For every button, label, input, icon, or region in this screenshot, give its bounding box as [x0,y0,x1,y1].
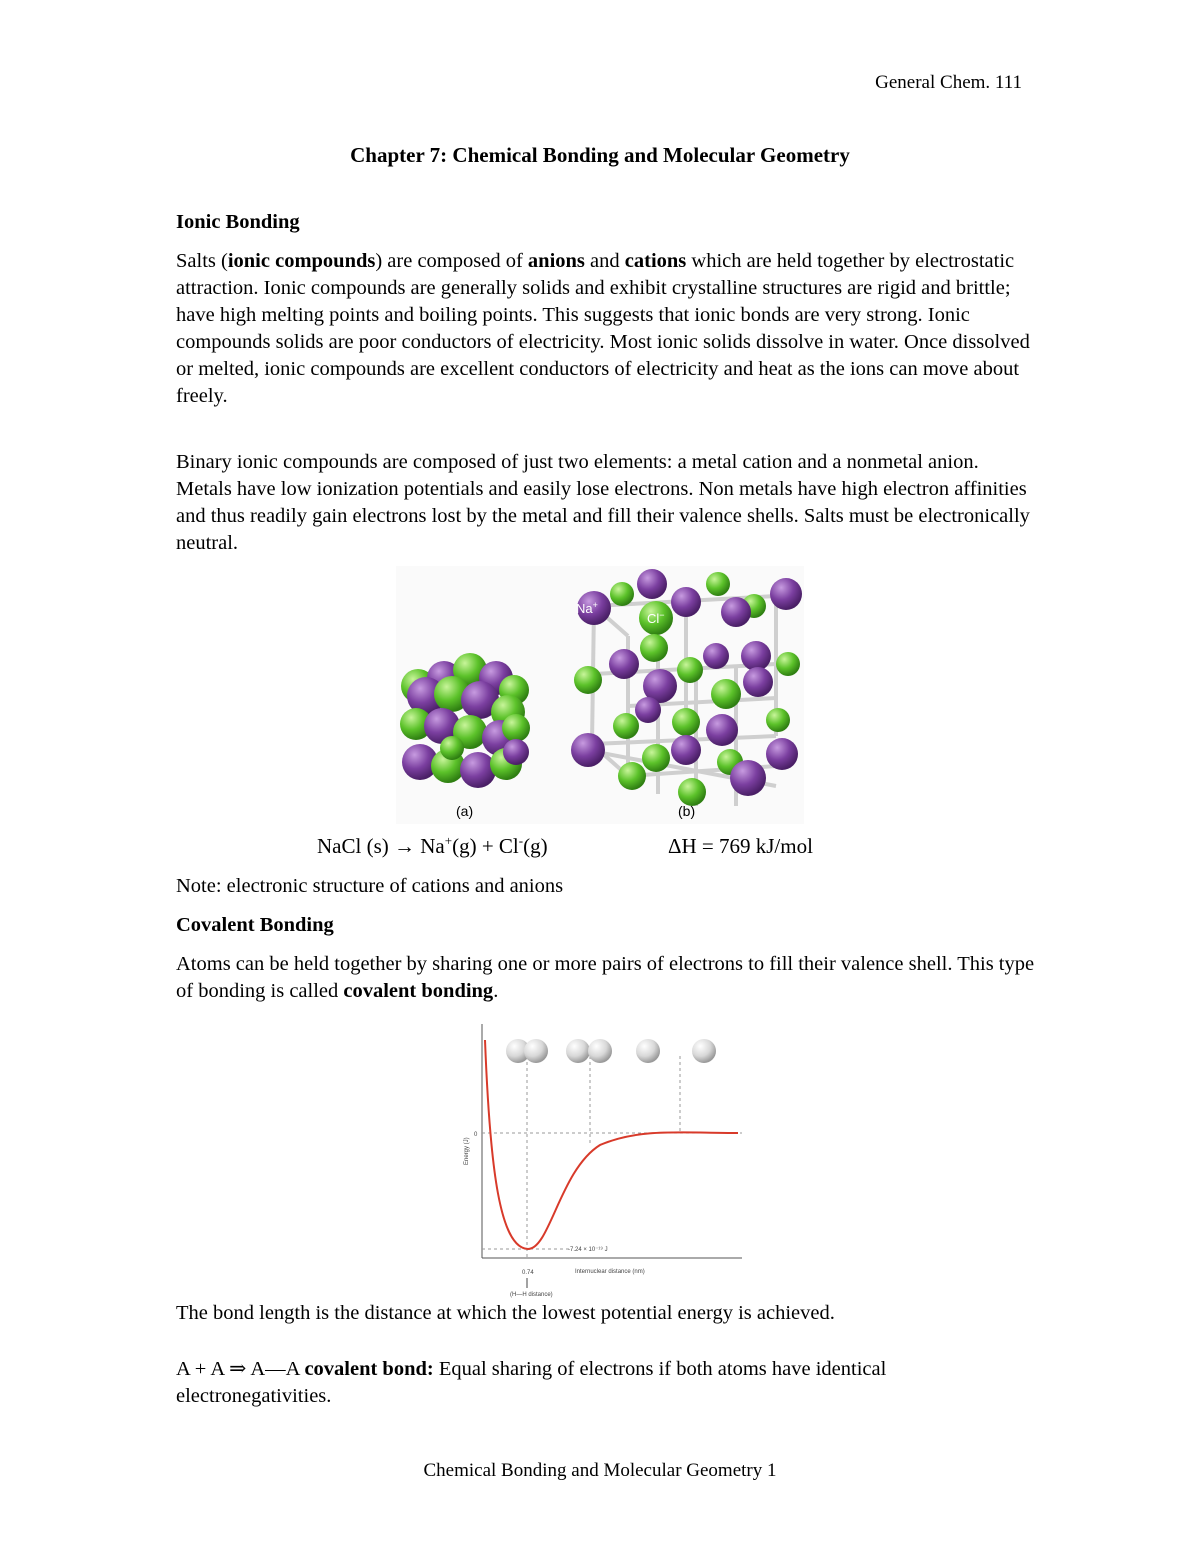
ionic-paragraph-2: Binary ionic compounds are composed of just two elements: a metal cation and a nonmetal anion. Metals have low ionization potentials and easily lose electrons. Non metals have high electron affinities and thus readily gain electrons lost by the metal and fill their valence shells. Salts must be electronically neutral. [176,451,1030,554]
minimum-energy-label: -7.24 × 10⁻¹⁹ J [568,1247,608,1253]
packed-cube [400,653,530,788]
bond-length-tick: 0.74 [522,1270,534,1276]
potential-energy-graph [450,1020,750,1298]
potential-energy-curve [485,1040,738,1249]
term-anions: anions [527,250,585,272]
page-footer: Chemical Bonding and Molecular Geometry 1 [423,1460,777,1481]
cl-ion-label: Cl− [647,610,665,626]
atom-sphere [588,1039,612,1063]
atom-sphere [636,1039,660,1063]
atom-sphere [524,1039,548,1063]
enthalpy-value: ΔH = 769 kJ/mol [668,834,813,858]
figure-label-a: (a) [456,803,474,819]
term-covalent-bond: covalent bond: [304,1358,434,1380]
x-axis-label: Internuclear distance (nm) [575,1269,645,1275]
covalent-bonding-heading: Covalent Bonding [176,914,334,936]
y-axis-label: Energy (J) [464,1137,470,1165]
ionic-paragraph-1: Salts (ionic compounds) are composed of anions and cations which are held together by electrostatic attraction. Ionic compounds are generally solids and exhibit crystalline structures are rigid and brittle; have high melting points and boiling points. This suggests that ionic bonds are very strong. Ionic compounds solids are poor conductors of electricity. Most ionic solids dissolve in water. Once dissolved or melted, ionic compounds are excellent conductors of electricity and heat as the ions can move about freely. [176,250,1030,407]
nacl-crystal-figure [396,566,804,824]
zero-tick: 0 [474,1132,478,1138]
bond-length-label: (H—H distance) [510,1292,553,1298]
atom-sphere [692,1039,716,1063]
covalent-rule: A + A ⇒ A—A covalent bond: Equal sharing of electrons if both atoms have identical electronegativities. [176,1358,887,1407]
ionic-bonding-heading: Ionic Bonding [176,211,300,233]
covalent-paragraph: Atoms can be held together by sharing one or more pairs of electrons to fill their valence shell. This type of bonding is called covalent bonding. [176,953,1035,1002]
atom-sphere [566,1039,590,1063]
term-cations: cations [624,250,687,272]
term-covalent-bonding: covalent bonding [343,980,494,1002]
figure-label-b: (b) [678,803,696,819]
chapter-title: Chapter 7: Chemical Bonding and Molecular Geometry [350,143,850,167]
note-text: Note: electronic structure of cations and anions [176,875,564,897]
term-ionic-compounds: ionic compounds [227,250,376,272]
bond-length-text: The bond length is the distance at which the lowest potential energy is achieved. [176,1302,835,1324]
na-ion-label: Na+ [576,600,598,616]
page-header: General Chem. 111 [875,72,1022,93]
dissociation-equation: NaCl (s) → Na+(g) + Cl-(g) [317,833,548,858]
